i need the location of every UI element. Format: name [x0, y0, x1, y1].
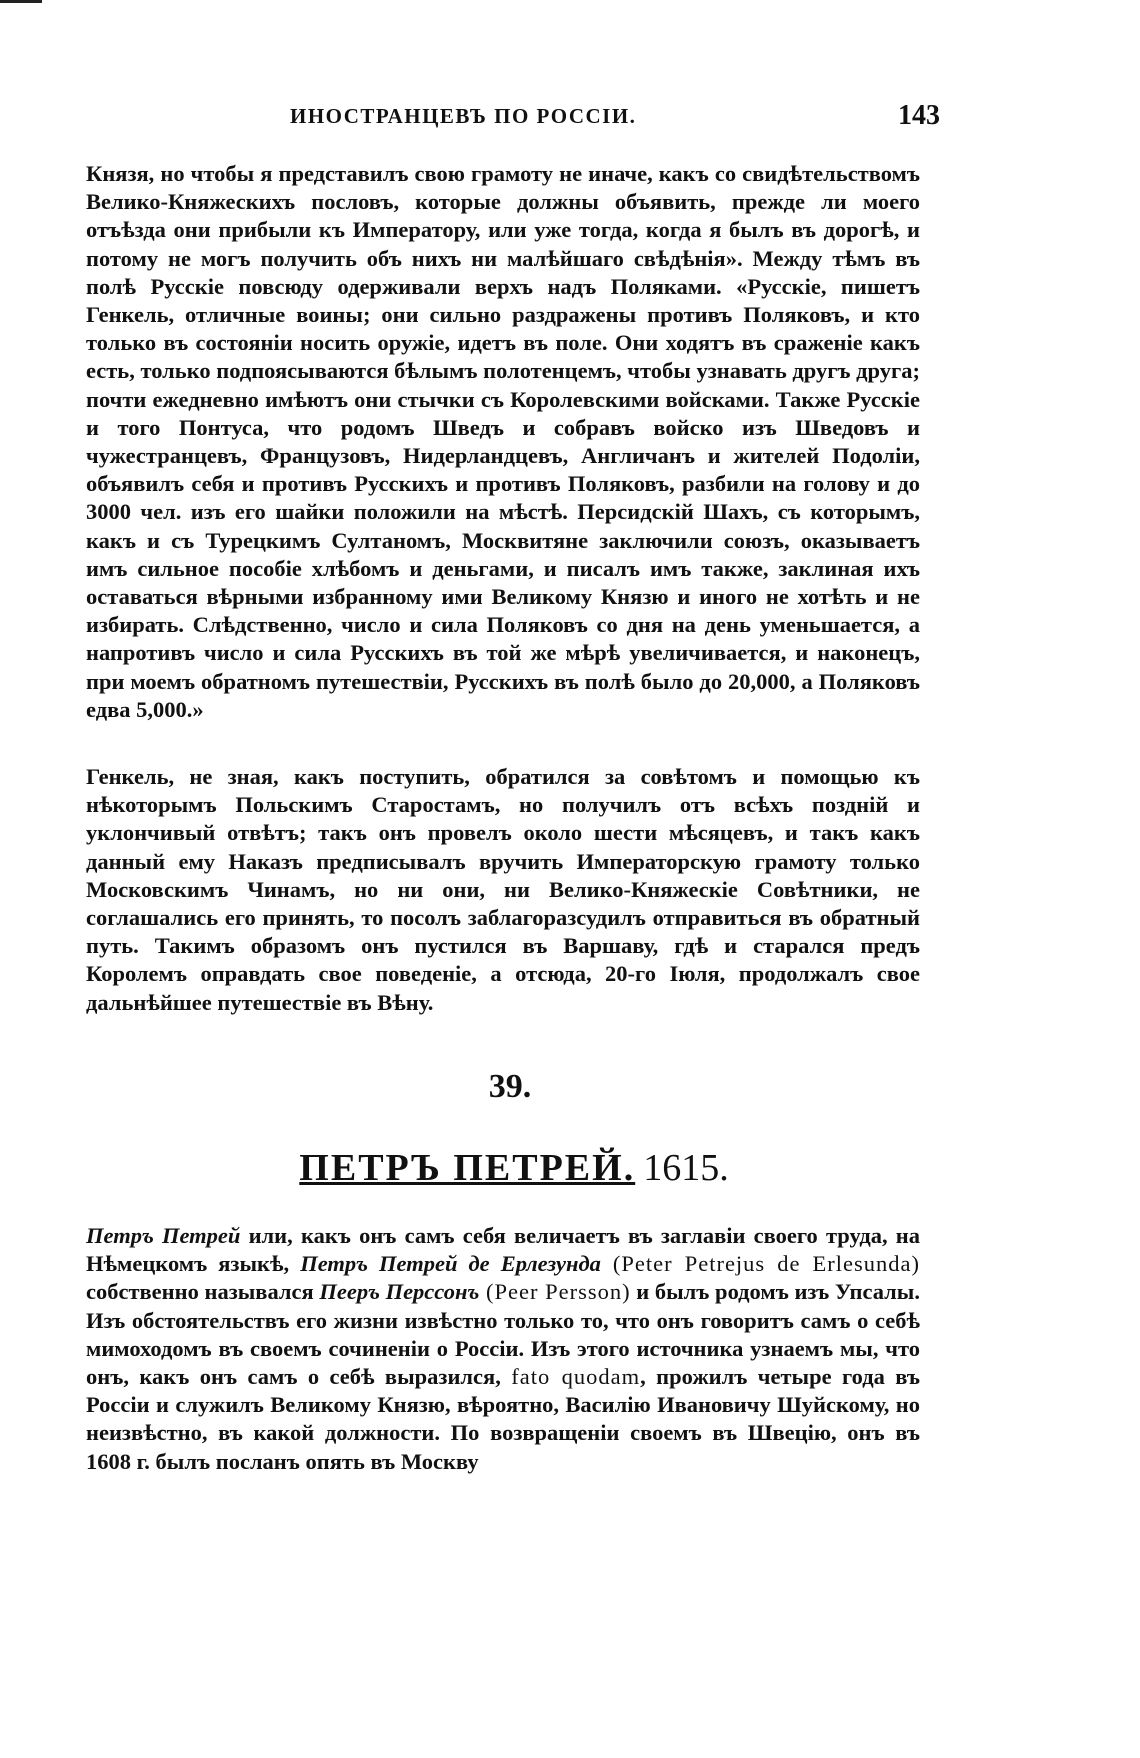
section-number: 39. [488, 1068, 532, 1105]
section-heading-year: 1615. [643, 1147, 729, 1189]
person-name-full: Петръ Петрей де Ерлезунда [300, 1251, 601, 1277]
paragraph-3-text-a: или, какъ онъ самъ себя величаетъ въ заглавіи своего труда, на Нѣмецкомъ языкѣ, [86, 1223, 920, 1277]
running-head [80, 100, 940, 140]
latin-name-b: (Peer Persson) [479, 1279, 631, 1305]
paragraph-1: Князя, но чтобы я представилъ свою грамоту не иначе, какъ со свидѣтельствомъ Велико-Княжескихъ пословъ, которые должны объявить, прежде ли моего отъѣзда они прибыли къ Императору, или уже тогда, когда я былъ въ дорогѣ, и потому не могъ получить объ нихъ ни малѣйшаго свѣдѣнія». Между тѣмъ въ полѣ Русскіе повсюду одерживали верхъ надъ Поляками. «Русскіе, пишетъ Генкель, отличные воины; они сильно раздражены противъ Поляковъ, и кто только въ состояніи носить оружіе, идетъ въ поле. Они ходятъ въ сраженіе какъ есть, только подпоясываются бѣлымъ полотенцемъ, чтобы узнавать другъ друга; почти ежедневно имѣютъ они стычки съ Королевскими войсками. Также Русскіе и того Понтуса, что родомъ Шведъ и собравъ войско изъ Шведовъ и чужестранцевъ, Французовъ, Нидерландцевъ, Англичанъ и жителей Подоліи, объявилъ себя и противъ Русскихъ и противъ Поляковъ, разбили на голову и до 3000 чел. изъ его шайки положили на мѣстѣ. Персидскій Шахъ, съ которымъ, какъ и съ Турецкимъ Султаномъ, Москвитяне заключили союзъ, оказываетъ имъ сильное пособіе хлѣбомъ и деньгами, и писалъ имъ также, заклиная ихъ оставаться вѣрными избранному ими Великому Князю и иного не хотѣть и не избирать. Слѣдственно, число и сила Поляковъ со дня на день уменьшается, а напротивъ число и сила Русскихъ въ той же мѣрѣ увеличивается, и наконецъ, при моемъ обратномъ путешествіи, Русскихъ въ полѣ было до 20,000, а Поляковъ едва 5,000.» [86, 161, 920, 722]
paragraph-2: Генкель, не зная, какъ поступить, обратился за совѣтомъ и помощью къ нѣкоторымъ Польскимъ Старостамъ, но получилъ отъ всѣхъ поздній и уклончивый отвѣтъ; такъ онъ провелъ около шести мѣсяцевъ, и такъ какъ данный ему Наказъ предписывалъ вручить Императорскую грамоту только Московскимъ Чинамъ, но ни они, ни Велико-Княжескіе Совѣтники, не соглашались его принять, то посолъ заблагоразсудилъ отправиться въ обратный путь. Такимъ образомъ онъ пустился въ Варшаву, гдѣ и старался предъ Королемъ оправдать свое поведеніе, а отсюда, 20-го Іюля, продолжалъ свое дальнѣйшее путешествіе въ Вѣну. [86, 764, 920, 1015]
running-title: ИНОСТРАНЦЕВЪ ПО РОССІИ. [290, 104, 637, 128]
latin-phrase: fato quodam [511, 1364, 641, 1390]
page-number: 143 [898, 100, 940, 131]
paragraph-3 [86, 1222, 920, 1476]
person-name: Петръ Петрей [86, 1223, 241, 1248]
scan-corner-mark [0, 0, 42, 3]
paragraph-3-text-b: собственно назывался [86, 1279, 320, 1305]
section-heading-name: ПЕТРЪ ПЕТРЕЙ. [299, 1147, 636, 1189]
latin-name-a: (Peter Petrejus de Erlesunda) [600, 1251, 920, 1277]
paragraph-3-text-d: , прожилъ четыре года въ Россіи и служилъ Великому Князю, вѣроятно, Василію Ивановичу Шуйскому, но неизвѣстно, въ какой должности. По возвращеніи своемъ въ Швецію, онъ въ 1608 г. былъ посланъ опять въ Москву [86, 1364, 921, 1474]
paragraph-3-text-c: и былъ родомъ изъ Упсалы. Изъ обстоятельствъ его жизни извѣстно только то, что онъ говоритъ самъ о себѣ мимоходомъ въ своемъ сочиненіи о Россіи. Изъ этого источника узнаемъ мы, что онъ, какъ онъ самъ о себѣ выразился, [86, 1279, 920, 1390]
person-name-original: Пееръ Перссонъ [319, 1279, 480, 1305]
section-heading [0, 1146, 1028, 1190]
